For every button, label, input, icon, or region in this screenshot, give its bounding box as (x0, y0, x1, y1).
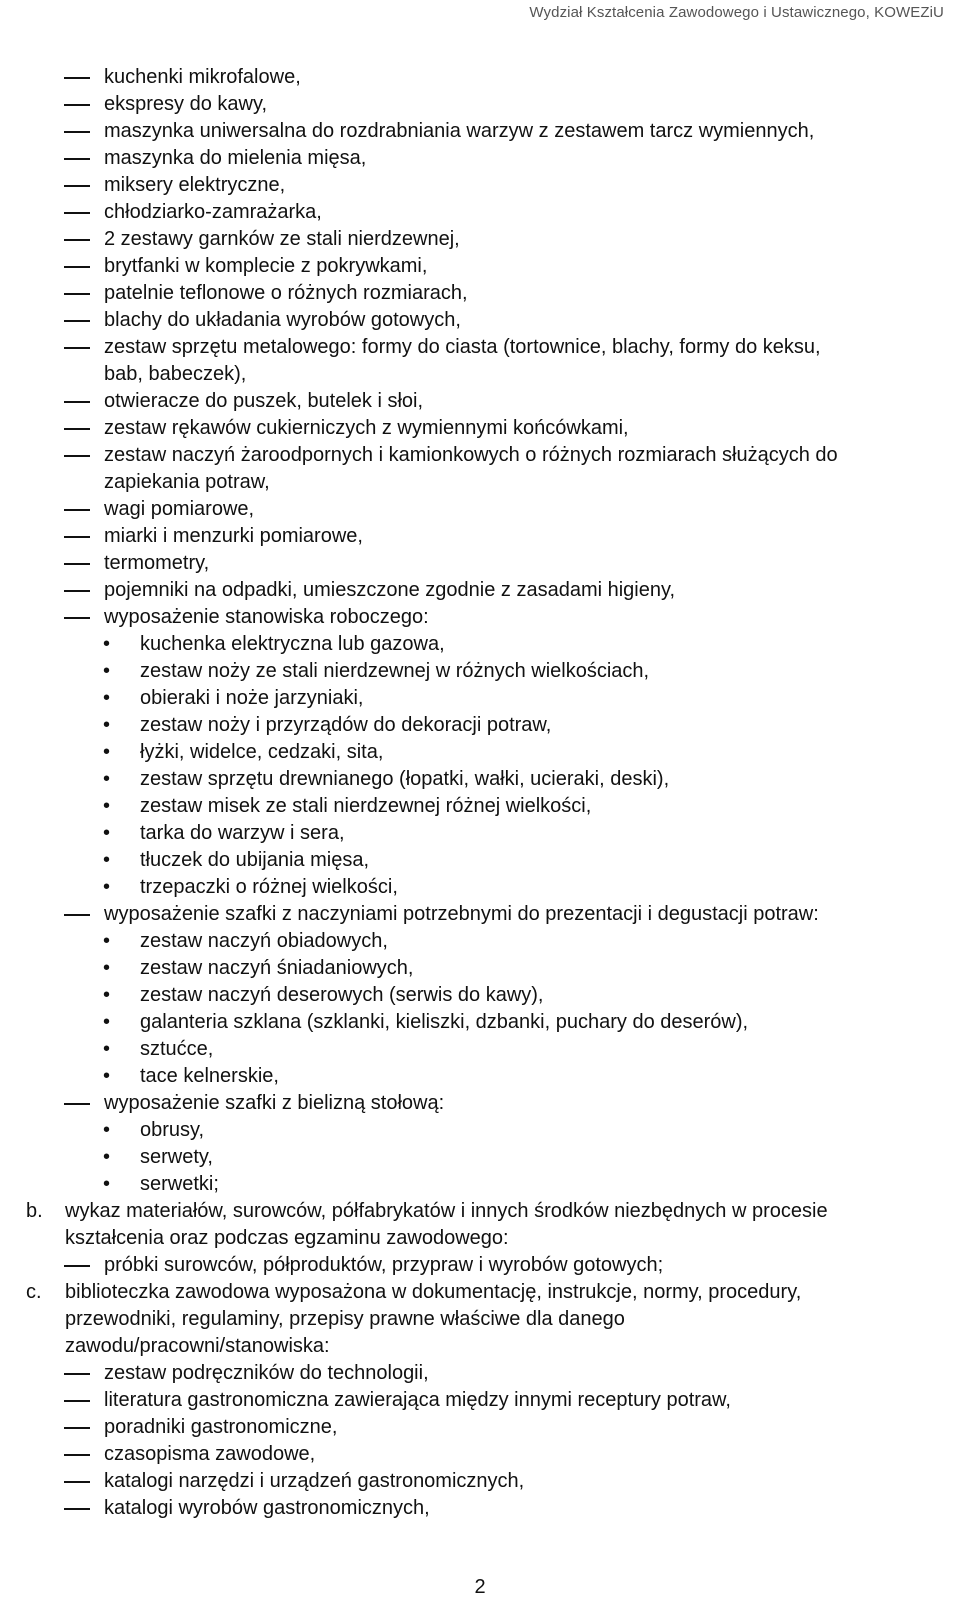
dash-list-item (0, 334, 960, 361)
dash-marker (64, 1454, 90, 1456)
list-item-text: sztućce, (140, 1038, 214, 1060)
dash-marker (64, 590, 90, 592)
list-item-text: maszynka uniwersalna do rozdrabniania warzyw z zestawem tarcz wymiennych, (104, 120, 815, 142)
dash-marker (64, 293, 90, 295)
bullet-list-item (0, 766, 960, 793)
list-item-text: zestaw rękawów cukierniczych z wymiennymi końcówkami, (104, 417, 629, 439)
list-item-text: galanteria szklana (szklanki, kieliszki, dzbanki, puchary do deserów), (140, 1011, 749, 1033)
list-item-text: serwetki; (140, 1173, 219, 1195)
dash-marker (64, 77, 90, 79)
dash-list-item (0, 280, 960, 307)
bullet-list-item (0, 982, 960, 1009)
dash-list-item (0, 199, 960, 226)
list-item-text: wyposażenie szafki z bielizną stołową: (104, 1092, 445, 1114)
list-item-text: zapiekania potraw, (104, 471, 270, 493)
dash-list-item (0, 1468, 960, 1495)
list-item-text: czasopisma zawodowe, (104, 1443, 316, 1465)
list-item-text: chłodziarko-zamrażarka, (104, 201, 322, 223)
bullet-list-item (0, 955, 960, 982)
list-item-text: zestaw naczyń obiadowych, (140, 930, 388, 952)
bullet-marker: • (103, 768, 111, 790)
dash-marker (64, 185, 90, 187)
dash-list-item (0, 550, 960, 577)
bullet-list-item (0, 820, 960, 847)
bullet-marker: • (103, 633, 111, 655)
list-item-text: obieraki i noże jarzyniaki, (140, 687, 364, 709)
list-item-text: zestaw naczyń żaroodpornych i kamionkowych o różnych rozmiarach służących do (104, 444, 838, 466)
list-item-text: zestaw podręczników do technologii, (104, 1362, 429, 1384)
dash-marker (64, 509, 90, 511)
bullet-list-item (0, 739, 960, 766)
list-item-text: literatura gastronomiczna zawierająca między innymi receptury potraw, (104, 1389, 731, 1411)
bullet-marker: • (103, 687, 111, 709)
list-item-text: kształcenia oraz podczas egzaminu zawodowego: (65, 1227, 509, 1249)
bullet-list-item (0, 685, 960, 712)
list-item-continuation (0, 1225, 960, 1252)
bullet-list-item (0, 874, 960, 901)
list-item-text: biblioteczka zawodowa wyposażona w dokumentację, instrukcje, normy, procedury, (65, 1281, 802, 1303)
dash-list-item (0, 1495, 960, 1522)
list-item-text: kuchenka elektryczna lub gazowa, (140, 633, 445, 655)
lettered-list-item (0, 1198, 960, 1225)
list-item-text: łyżki, widelce, cedzaki, sita, (140, 741, 384, 763)
dash-marker (64, 1508, 90, 1510)
dash-list-item (0, 577, 960, 604)
list-item-text: blachy do układania wyrobów gotowych, (104, 309, 461, 331)
list-item-text: katalogi narzędzi i urządzeń gastronomicznych, (104, 1470, 525, 1492)
bullet-list-item (0, 1117, 960, 1144)
bullet-marker: • (103, 1173, 111, 1195)
dash-marker (64, 617, 90, 619)
dash-marker (64, 266, 90, 268)
bullet-marker: • (103, 1011, 111, 1033)
list-item-text: wyposażenie szafki z naczyniami potrzebnymi do prezentacji i degustacji potraw: (104, 903, 819, 925)
list-item-text: tarka do warzyw i sera, (140, 822, 345, 844)
bullet-list-item (0, 1144, 960, 1171)
dash-marker (64, 401, 90, 403)
list-item-text: zawodu/pracowni/stanowiska: (65, 1335, 330, 1357)
bullet-list-item (0, 712, 960, 739)
list-item-text: maszynka do mielenia mięsa, (104, 147, 367, 169)
bullet-marker: • (103, 714, 111, 736)
dash-marker (64, 428, 90, 430)
dash-list-item (0, 226, 960, 253)
dash-list-item (0, 172, 960, 199)
dash-marker (64, 158, 90, 160)
list-item-text: trzepaczki o różnej wielkości, (140, 876, 398, 898)
dash-marker (64, 1373, 90, 1375)
list-item-text: próbki surowców, półproduktów, przypraw i wyrobów gotowych; (104, 1254, 664, 1276)
dash-list-item (0, 1252, 960, 1279)
dash-list-item (0, 1441, 960, 1468)
dash-marker (64, 239, 90, 241)
bullet-marker: • (103, 1146, 111, 1168)
letter-marker: c. (26, 1281, 42, 1303)
list-item-text: zestaw misek ze stali nierdzewnej różnej wielkości, (140, 795, 592, 817)
dash-marker (64, 914, 90, 916)
list-item-continuation (0, 361, 960, 388)
list-item-text: zestaw sprzętu drewnianego (łopatki, wałki, ucieraki, deski), (140, 768, 670, 790)
bullet-marker: • (103, 849, 111, 871)
list-item-text: brytfanki w komplecie z pokrywkami, (104, 255, 428, 277)
list-item-continuation (0, 1306, 960, 1333)
bullet-list-item (0, 1009, 960, 1036)
bullet-list-item (0, 1171, 960, 1198)
bullet-list-item (0, 847, 960, 874)
list-item-text: serwety, (140, 1146, 213, 1168)
bullet-marker: • (103, 957, 111, 979)
dash-marker (64, 1265, 90, 1267)
dash-list-item (0, 253, 960, 280)
dash-marker (64, 536, 90, 538)
list-item-text: katalogi wyrobów gastronomicznych, (104, 1497, 430, 1519)
page-header: Wydział Kształcenia Zawodowego i Ustawicznego, KOWEZiU (529, 4, 944, 21)
list-item-text: wykaz materiałów, surowców, półfabrykatów i innych środków niezbędnych w procesie (65, 1200, 828, 1222)
list-item-text: miarki i menzurki pomiarowe, (104, 525, 363, 547)
dash-marker (64, 347, 90, 349)
dash-marker (64, 212, 90, 214)
list-item-continuation (0, 1333, 960, 1360)
list-item-text: termometry, (104, 552, 210, 574)
bullet-marker: • (103, 1065, 111, 1087)
dash-list-item (0, 388, 960, 415)
dash-list-item (0, 1387, 960, 1414)
dash-list-item (0, 145, 960, 172)
list-item-text: wagi pomiarowe, (104, 498, 255, 520)
bullet-list-item (0, 793, 960, 820)
bullet-marker: • (103, 660, 111, 682)
dash-marker (64, 1481, 90, 1483)
bullet-marker: • (103, 1119, 111, 1141)
dash-marker (64, 563, 90, 565)
dash-list-item (0, 118, 960, 145)
bullet-marker: • (103, 822, 111, 844)
bullet-marker: • (103, 984, 111, 1006)
dash-list-item (0, 415, 960, 442)
list-item-text: kuchenki mikrofalowe, (104, 66, 301, 88)
dash-marker (64, 1103, 90, 1105)
bullet-list-item (0, 928, 960, 955)
bullet-marker: • (103, 1038, 111, 1060)
dash-list-item (0, 901, 960, 928)
bullet-list-item (0, 1036, 960, 1063)
dash-list-item (0, 442, 960, 469)
dash-marker (64, 104, 90, 106)
dash-list-item (0, 523, 960, 550)
bullet-list-item (0, 1063, 960, 1090)
list-item-text: ekspresy do kawy, (104, 93, 268, 115)
dash-list-item (0, 1414, 960, 1441)
dash-marker (64, 1400, 90, 1402)
dash-list-item (0, 604, 960, 631)
list-item-text: zestaw naczyń śniadaniowych, (140, 957, 414, 979)
dash-marker (64, 1427, 90, 1429)
dash-list-item (0, 64, 960, 91)
list-item-text: 2 zestawy garnków ze stali nierdzewnej, (104, 228, 460, 250)
dash-list-item (0, 1360, 960, 1387)
list-item-text: tłuczek do ubijania mięsa, (140, 849, 370, 871)
list-item-text: poradniki gastronomiczne, (104, 1416, 338, 1438)
list-item-text: obrusy, (140, 1119, 205, 1141)
list-item-text: patelnie teflonowe o różnych rozmiarach, (104, 282, 468, 304)
list-item-text: przewodniki, regulaminy, przepisy prawne właściwe dla danego (65, 1308, 625, 1330)
list-item-text: tace kelnerskie, (140, 1065, 279, 1087)
letter-marker: b. (26, 1200, 43, 1222)
list-item-text: otwieracze do puszek, butelek i słoi, (104, 390, 424, 412)
list-item-continuation (0, 469, 960, 496)
bullet-list-item (0, 631, 960, 658)
page-number: 2 (474, 1576, 486, 1598)
list-item-text: zestaw noży ze stali nierdzewnej w różnych wielkościach, (140, 660, 650, 682)
dash-marker (64, 320, 90, 322)
list-item-text: bab, babeczek), (104, 363, 247, 385)
lettered-list-item (0, 1279, 960, 1306)
dash-list-item (0, 496, 960, 523)
list-item-text: pojemniki na odpadki, umieszczone zgodnie z zasadami higieny, (104, 579, 676, 601)
bullet-marker: • (103, 930, 111, 952)
bullet-list-item (0, 658, 960, 685)
dash-list-item (0, 307, 960, 334)
dash-list-item (0, 1090, 960, 1117)
bullet-marker: • (103, 741, 111, 763)
list-item-text: zestaw naczyń deserowych (serwis do kawy), (140, 984, 544, 1006)
dash-list-item (0, 91, 960, 118)
dash-marker (64, 455, 90, 457)
bullet-marker: • (103, 795, 111, 817)
list-item-text: zestaw noży i przyrządów do dekoracji potraw, (140, 714, 552, 736)
dash-marker (64, 131, 90, 133)
bullet-marker: • (103, 876, 111, 898)
list-item-text: miksery elektryczne, (104, 174, 286, 196)
document-body (0, 64, 960, 1522)
list-item-text: wyposażenie stanowiska roboczego: (104, 606, 429, 628)
list-item-text: zestaw sprzętu metalowego: formy do ciasta (tortownice, blachy, formy do keksu, (104, 336, 821, 358)
